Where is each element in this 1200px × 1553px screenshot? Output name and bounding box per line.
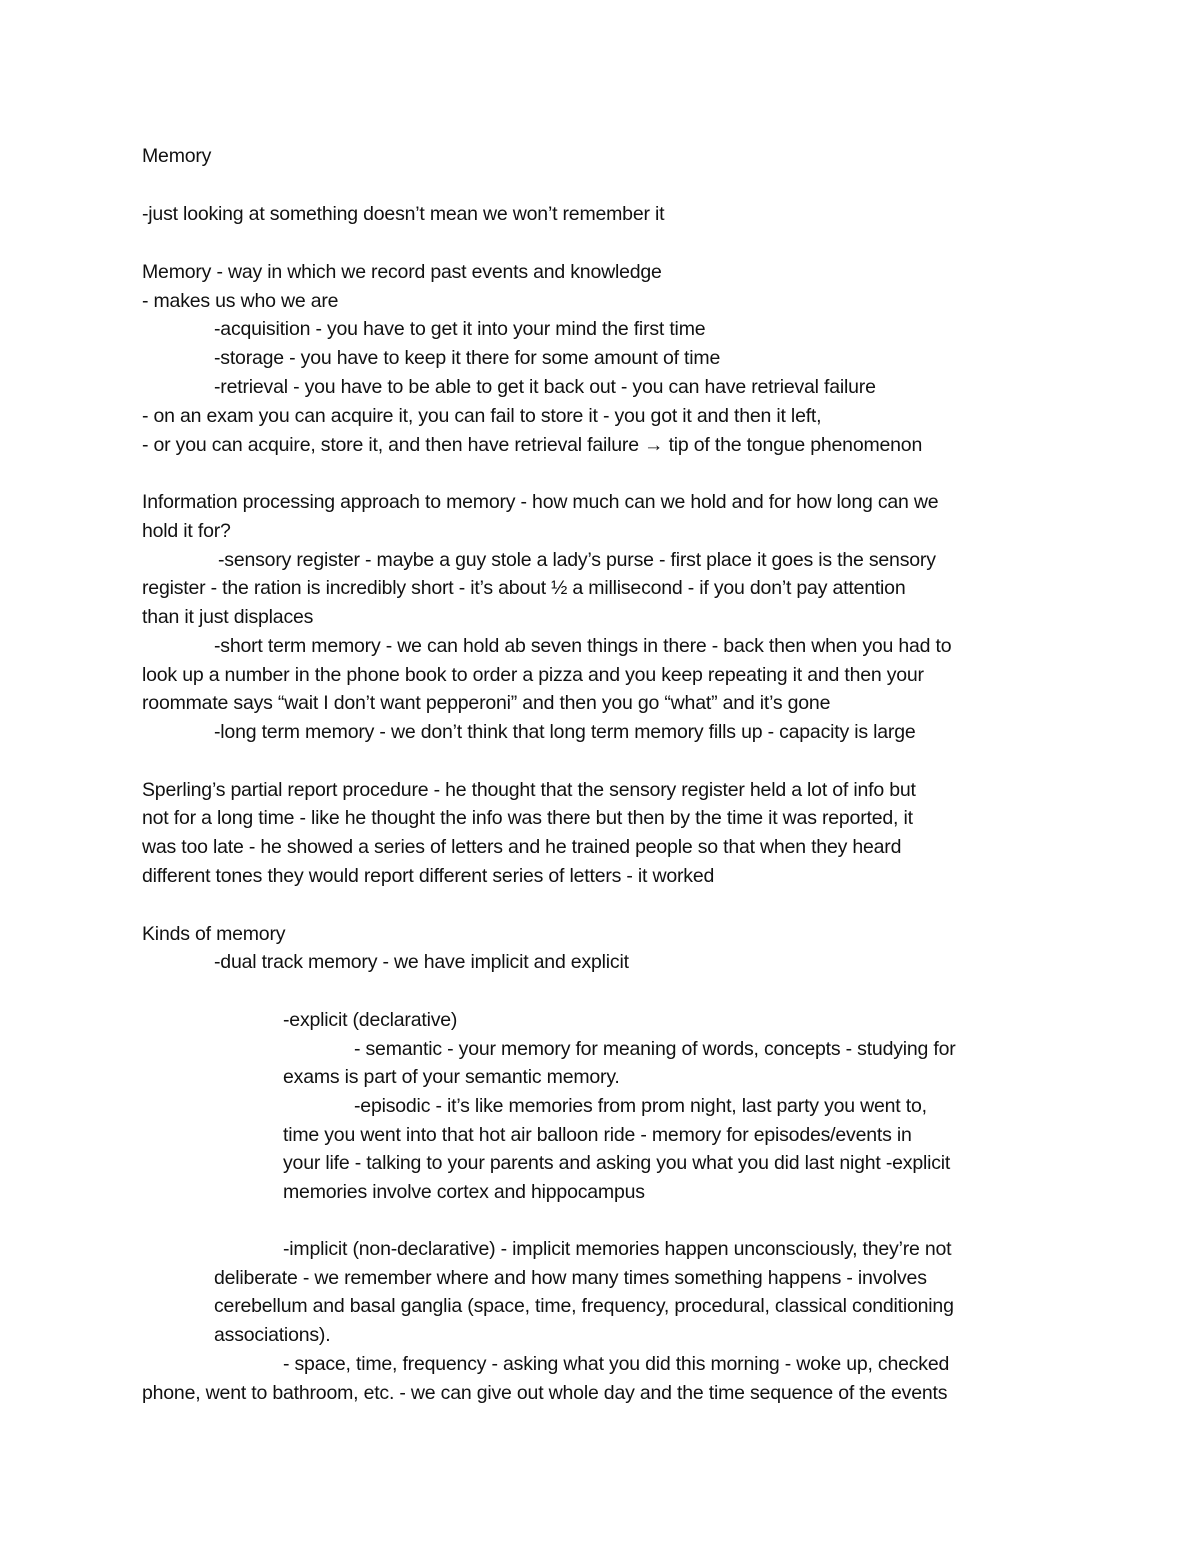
text-line: your life - talking to your parents and asking you what you did last night -explicit	[283, 1152, 951, 1174]
text-line: - or you can acquire, store it, and then have retrieval failure → tip of the tongue phenomenon	[142, 434, 923, 456]
text-line: -sensory register - maybe a guy stole a lady’s purse - first place it goes is the sensory	[218, 549, 936, 571]
text-line: than it just displaces	[142, 606, 314, 628]
text-line: -implicit (non-declarative) - implicit memories happen unconsciously, they’re not	[283, 1238, 952, 1260]
text-line: -long term memory - we don’t think that long term memory fills up - capacity is large	[214, 721, 916, 743]
text-line: - space, time, frequency - asking what you did this morning - woke up, checked	[283, 1353, 950, 1375]
text-line: -storage - you have to keep it there for some amount of time	[214, 347, 721, 369]
text-line: -short term memory - we can hold ab seven things in there - back then when you had to	[214, 635, 952, 657]
text-line: -episodic - it’s like memories from prom night, last party you went to,	[354, 1095, 927, 1117]
text-line: not for a long time - like he thought the info was there but then by the time it was reported, it	[142, 807, 913, 829]
section-memory-definition: Memory - way in which we record past events and knowledge	[142, 261, 662, 283]
text-line: roommate says “wait I don’t want pepperoni” and then you go “what” and it’s gone	[142, 692, 831, 714]
text-line: - semantic - your memory for meaning of words, concepts - studying for	[354, 1038, 956, 1060]
text-line: time you went into that hot air balloon ride - memory for episodes/events in	[283, 1124, 912, 1146]
text-line: memories involve cortex and hippocampus	[283, 1181, 645, 1203]
text-line: -explicit (declarative)	[283, 1009, 458, 1031]
text-line: deliberate - we remember where and how many times something happens - involves	[214, 1267, 927, 1289]
text-line: exams is part of your semantic memory.	[283, 1066, 620, 1088]
text-line: register - the ration is incredibly short - it’s about ½ a millisecond - if you don’t pay attention	[142, 577, 906, 599]
section-kinds-of-memory: Kinds of memory	[142, 923, 286, 945]
text-line: different tones they would report different series of letters - it worked	[142, 865, 715, 887]
text-line: cerebellum and basal ganglia (space, time, frequency, procedural, classical conditioning	[214, 1295, 954, 1317]
text-line: was too late - he showed a series of letters and he trained people so that when they heard	[142, 836, 902, 858]
text-line: associations).	[214, 1324, 331, 1346]
text-line: look up a number in the phone book to order a pizza and you keep repeating it and then your	[142, 664, 924, 686]
text-line: -just looking at something doesn’t mean we won’t remember it	[142, 203, 665, 225]
section-sperling: Sperling’s partial report procedure - he thought that the sensory register held a lot of info but	[142, 779, 916, 801]
text-line: - on an exam you can acquire it, you can fail to store it - you got it and then it left,	[142, 405, 822, 427]
text-line: -retrieval - you have to be able to get it back out - you can have retrieval failure	[214, 376, 876, 398]
text-line: hold it for?	[142, 520, 231, 542]
text-line: phone, went to bathroom, etc. - we can give out whole day and the time sequence of the events	[142, 1382, 948, 1404]
text-line: -dual track memory - we have implicit and explicit	[214, 951, 629, 973]
text-line: - makes us who we are	[142, 290, 339, 312]
doc-title: Memory	[142, 145, 212, 167]
text-line: -acquisition - you have to get it into your mind the first time	[214, 318, 706, 340]
section-information-processing: Information processing approach to memory - how much can we hold and for how long can we	[142, 491, 939, 513]
